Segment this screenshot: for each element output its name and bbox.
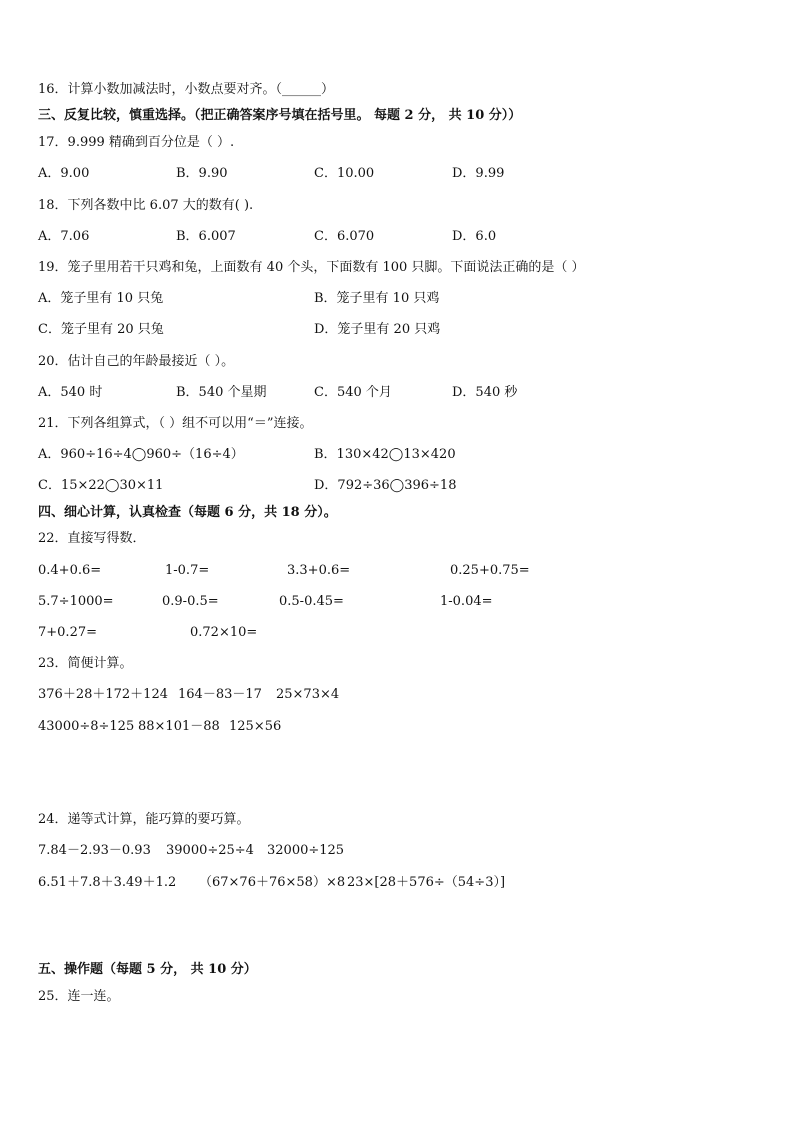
question-21-stem: 21．下列各组算式，（ ）组不可以用“＝”连接。 [38, 416, 313, 431]
q21-option-c: C．15×22◯30×11 [38, 478, 164, 493]
q19-option-d: D．笼子里有 20 只鸡 [314, 322, 441, 337]
q22-item: 0.5-0.45= [279, 594, 344, 609]
q23-item: 88×101－88 [138, 719, 220, 734]
q21-option-d: D．792÷36◯396÷18 [314, 478, 457, 493]
q24-item: 32000÷125 [267, 843, 345, 858]
q22-item: 0.25+0.75= [450, 563, 530, 578]
q18-option-b: B．6.007 [176, 229, 236, 244]
q21-option-b: B．130×42◯13×420 [314, 447, 456, 462]
q22-item: 0.72×10= [190, 625, 258, 640]
question-24-stem: 24．递等式计算，能巧算的要巧算。 [38, 812, 250, 827]
question-20-stem: 20．估计自己的年龄最接近（ ）。 [38, 354, 235, 369]
q17-option-d: D．9.99 [452, 166, 505, 181]
q17-option-c: C．10.00 [314, 166, 375, 181]
q23-item: 376＋28＋172＋124 [38, 687, 168, 702]
q20-option-d: D．540 秒 [452, 385, 518, 400]
q19-option-c: C．笼子里有 20 只兔 [38, 322, 164, 337]
section-4-title: 四、细心计算，认真检查（每题 6 分，共 18 分）。 [38, 505, 337, 520]
section-5-title: 五、操作题（每题 5 分， 共 10 分） [38, 962, 257, 977]
q18-option-a: A．7.06 [38, 229, 90, 244]
q24-item: （67×76＋76×58）×8 [199, 875, 346, 890]
q24-item: 39000÷25÷4 [166, 843, 254, 858]
q24-item: 23×[28＋576÷（54÷3）] [347, 875, 506, 890]
question-23-stem: 23．简便计算。 [38, 656, 133, 671]
q23-item: 164－83－17 [178, 687, 262, 702]
question-16: 16．计算小数加减法时，小数点要对齐。（______） [38, 82, 335, 97]
q22-item: 3.3+0.6= [287, 563, 351, 578]
q23-item: 43000÷8÷125 [38, 719, 135, 734]
question-22-stem: 22．直接写得数． [38, 531, 146, 546]
q20-option-b: B．540 个星期 [176, 385, 267, 400]
q22-item: 0.4+0.6= [38, 563, 102, 578]
q22-item: 0.9-0.5= [162, 594, 219, 609]
q17-option-b: B．9.90 [176, 166, 228, 181]
question-19-stem: 19．笼子里用若干只鸡和兔，上面数有 40 个头，下面数有 100 只脚。下面说法正确的是（ ） [38, 260, 585, 275]
q20-option-c: C．540 个月 [314, 385, 392, 400]
q18-option-c: C．6.070 [314, 229, 375, 244]
q24-item: 6.51＋7.8＋3.49＋1.2 [38, 875, 177, 890]
question-17-stem: 17．9.999 精确到百分位是（ ）. [38, 135, 235, 150]
q22-item: 7+0.27= [38, 625, 98, 640]
q18-option-d: D．6.0 [452, 229, 497, 244]
q21-option-a: A．960÷16÷4◯960÷（16÷4） [38, 447, 244, 462]
q22-item: 5.7÷1000= [38, 594, 114, 609]
q23-item: 25×73×4 [276, 687, 340, 702]
q23-item: 125×56 [229, 719, 282, 734]
question-25-stem: 25．连一连。 [38, 989, 120, 1004]
q22-item: 1-0.7= [165, 563, 210, 578]
question-18-stem: 18．下列各数中比 6.07 大的数有( ). [38, 198, 254, 213]
q22-item: 1-0.04= [440, 594, 493, 609]
q17-option-a: A．9.00 [38, 166, 90, 181]
q24-item: 7.84－2.93－0.93 [38, 843, 151, 858]
section-3-title: 三、反复比较，慎重选择。（把正确答案序号填在括号里。 每题 2 分， 共 10 分）） [38, 108, 522, 123]
q20-option-a: A．540 时 [38, 385, 103, 400]
q19-option-a: A．笼子里有 10 只兔 [38, 291, 164, 306]
q19-option-b: B．笼子里有 10 只鸡 [314, 291, 440, 306]
